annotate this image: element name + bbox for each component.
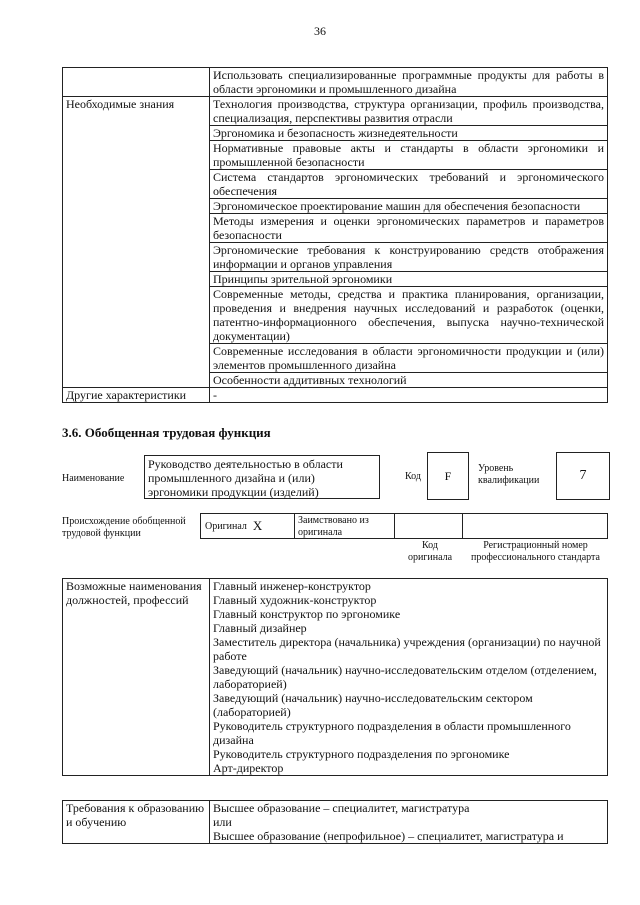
education-line: или xyxy=(213,815,232,829)
reg-number-box xyxy=(463,513,608,539)
level-value: 7 xyxy=(556,452,610,500)
code-label: Код xyxy=(405,471,421,482)
original-label: Оригинал xyxy=(205,520,247,532)
education-table xyxy=(62,800,608,844)
knowledge-item: Современные исследования в области эргономичности продукции и (или) элементов промышленного дизайна xyxy=(210,344,608,373)
original-box xyxy=(200,513,295,539)
position-item: Заведующий (начальник) научно-исследовательским сектором (лабораторией) xyxy=(213,691,533,719)
knowledge-item: Эргономика и безопасность жизнедеятельности xyxy=(210,126,608,141)
positions-list xyxy=(210,579,608,776)
education-label: Требования к образованию и обучению xyxy=(63,801,210,844)
education-line: Высшее образование (непрофильное) – специалитет, магистратура и xyxy=(213,829,564,843)
knowledge-table xyxy=(62,67,608,403)
positions-label: Возможные наименования должностей, профессий xyxy=(63,579,210,776)
position-item: Заместитель директора (начальника) учреждения (организации) по научной работе xyxy=(213,635,601,663)
education-line: Высшее образование – специалитет, магистратура xyxy=(213,801,470,815)
other-value: - xyxy=(210,388,608,403)
level-label: Уровень квалификации xyxy=(478,463,540,486)
page-number: 36 xyxy=(314,24,326,38)
function-name: Руководство деятельностью в области промышленного дизайна и (или) эргономики продукции (изделий) xyxy=(144,455,380,499)
knowledge-label: Необходимые знания xyxy=(63,97,210,388)
original-mark: X xyxy=(252,518,263,533)
position-item: Главный инженер-конструктор xyxy=(213,579,371,593)
section-title: 3.6. Обобщенная трудовая функция xyxy=(62,425,271,440)
knowledge-item: Система стандартов эргономических требований и эргономического обеспечения xyxy=(210,170,608,199)
borrowed-box: Заимствовано из оригинала xyxy=(295,513,395,539)
reg-number-caption: Регистрационный номер профессионального стандарта xyxy=(471,540,600,563)
knowledge-item: Технология производства, структура организации, профиль производства, специализация, перспективы развития отрасли xyxy=(210,97,608,126)
name-label: Наименование xyxy=(62,473,125,484)
code-original-caption: Код оригинала xyxy=(407,540,453,563)
position-item: Главный конструктор по эргономике xyxy=(213,607,401,621)
knowledge-item: Особенности аддитивных технологий xyxy=(210,373,608,388)
skill-cell: Использовать специализированные программные продукты для работы в области эргономики и промышленного дизайна xyxy=(210,68,608,97)
position-item: Главный художник-конструктор xyxy=(213,593,377,607)
knowledge-item: Принципы зрительной эргономики xyxy=(210,272,608,287)
position-item: Руководитель структурного подразделения по эргономике xyxy=(213,747,510,761)
education-requirements xyxy=(210,801,608,844)
knowledge-item: Нормативные правовые акты и стандарты в области эргономики и промышленной безопасности xyxy=(210,141,608,170)
position-item: Главный дизайнер xyxy=(213,621,307,635)
origin-label: Происхождение обобщенной трудовой функции xyxy=(62,516,186,539)
position-item: Арт-директор xyxy=(213,761,284,775)
position-item: Руководитель структурного подразделения в области промышленного дизайна xyxy=(213,719,571,747)
knowledge-item: Методы измерения и оценки эргономических параметров и параметров безопасности xyxy=(210,214,608,243)
knowledge-item: Эргономические требования к конструированию средств отображения информации и органов управления xyxy=(210,243,608,272)
code-value: F xyxy=(427,452,469,500)
other-label: Другие характеристики xyxy=(63,388,210,403)
knowledge-item: Эргономическое проектирование машин для обеспечения безопасности xyxy=(210,199,608,214)
code-original-box xyxy=(395,513,463,539)
position-item: Заведующий (начальник) научно-исследовательским отделом (отделением, лабораторией) xyxy=(213,663,597,691)
knowledge-item: Современные методы, средства и практика планирования, организации, проведения и внедрения научных исследований и разработок (оценки, патентно-информационного обеспечения, выпуска научно-технической документации) xyxy=(210,287,608,344)
positions-table xyxy=(62,578,608,776)
